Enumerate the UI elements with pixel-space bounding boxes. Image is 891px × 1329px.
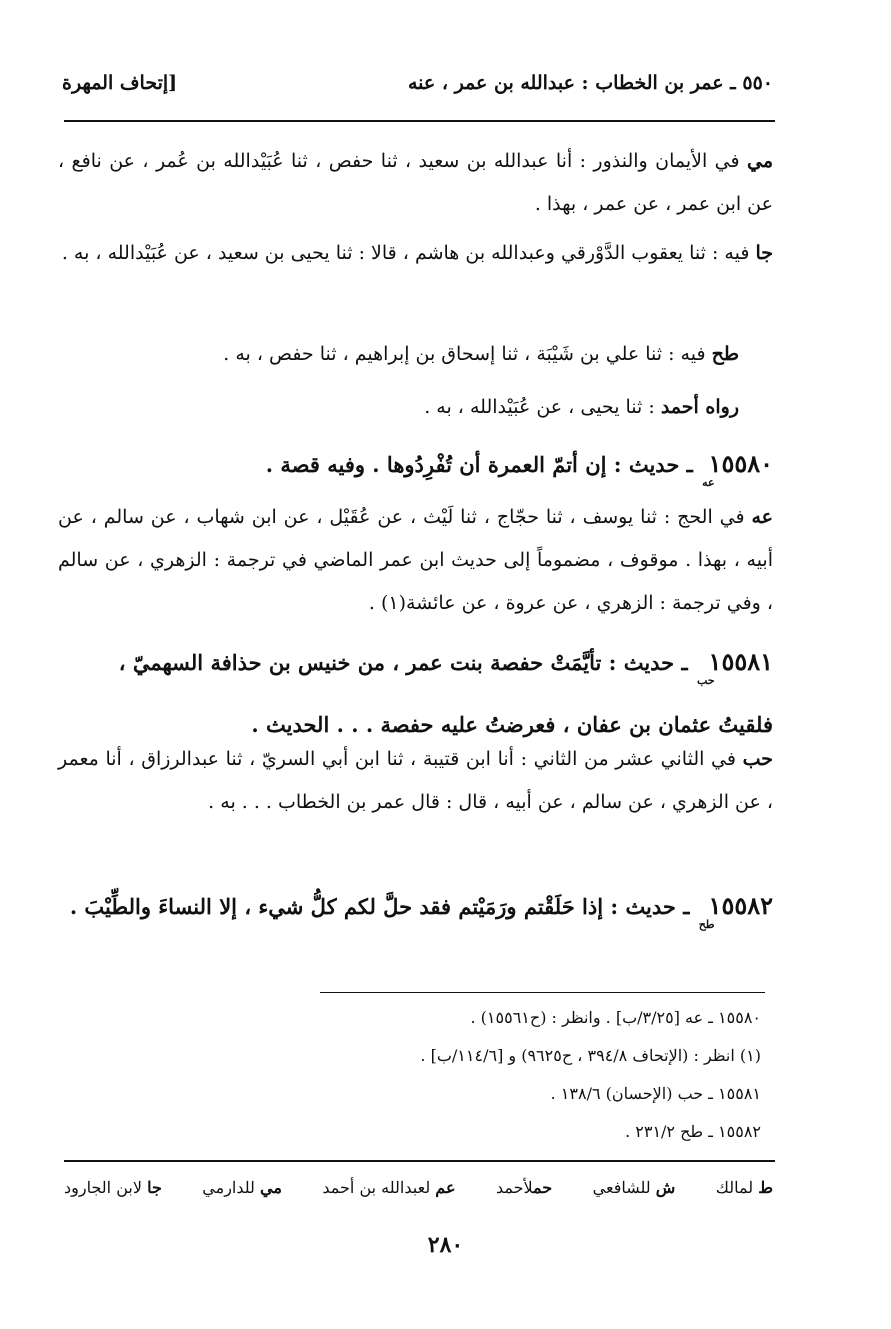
hadith-source-tag: طح	[698, 918, 715, 931]
legend-code: ش	[655, 1178, 676, 1197]
footnote: (١) انظر : (الإتحاف ٣٩٤/٨ ، ح٩٦٢٥) و [١١٤/٦/ب] .	[420, 1046, 761, 1065]
hadith-number: ١٥٥٨٠	[708, 449, 773, 478]
hadith-text: ـ حديث : إذا حَلَقْتم ورَمَيْتم فقد حلَّ لكم كلُّ شيء ، إلا النساءَ والطِّيْبَ .	[69, 894, 697, 919]
footnote: ١٥٥٨١ ـ حب (الإحسان) ١٣٨/٦ .	[550, 1084, 761, 1103]
narration-text: فيه : ثنا يعقوب الدَّوْرقي وعبدالله بن هاشم ، قالا : ثنا يحيى بن سعيد ، عن عُبَيْدالله ، به .	[61, 242, 756, 264]
narration-text: في الأيمان والنذور : أنا عبدالله بن سعيد ، ثنا حفص ، ثنا عُبَيْدالله بن عُمر ، عن نافع ، عن ابن عمر ، عن عمر ، بهذا .	[58, 150, 773, 215]
hadith-text: ـ حديث : إن أتمّ العمرة أن تُفْرِدُوها . وفيه قصة .	[265, 452, 701, 477]
legend-code: عم	[435, 1178, 456, 1197]
legend-rule	[64, 1160, 775, 1162]
legend-item	[496, 1178, 552, 1197]
narration-paragraph	[58, 140, 773, 226]
legend-code: جا	[147, 1178, 162, 1197]
legend-item	[64, 1178, 162, 1197]
narration-paragraph	[58, 738, 773, 824]
hadith-number: ١٥٥٨١	[708, 647, 773, 676]
narration-text: فيه : ثنا علي بن شَيْبَة ، ثنا إسحاق بن إبراهيم ، ثنا حفص ، به .	[223, 343, 712, 365]
narration-text: في الثاني عشر من الثاني : أنا ابن قتيبة ، ثنا ابن أبي السريّ ، ثنا عبدالرزاق ، أنا معمر ، عن الزهري ، عن سالم ، عن أبيه ، قال : قال عمر بن الخطاب . . . به .	[58, 748, 773, 813]
book-title: [إتحاف المهرة	[62, 72, 178, 94]
legend-code: مي	[260, 1178, 282, 1197]
narration-text: : ثنا يحيى ، عن عُبَيْدالله ، به .	[424, 396, 661, 418]
legend-item	[202, 1178, 282, 1197]
hadith-heading	[58, 884, 773, 947]
source-siglum: حب	[742, 748, 773, 770]
legend-item	[716, 1178, 773, 1197]
page-header	[62, 70, 773, 106]
footnote-rule	[320, 992, 765, 993]
legend-label: لابن الجارود	[64, 1178, 142, 1197]
narration-text: في الحج : ثنا يوسف ، ثنا حجّاج ، ثنا لَيْث ، عن عُقَيْل ، عن ابن شهاب ، عن سالم ، عن أبيه ، بهذا . موقوف ، مضموماً إلى حديث ابن عمر الماضي في ترجمة : الزهري ، عن سالم ، وفي ترجمة : الزهري ، عن عروة ، عن عائشة(١) .	[58, 506, 773, 614]
legend-label: لأحمد	[495, 1178, 534, 1197]
source-siglum: رواه أحمد	[660, 396, 739, 418]
abbreviation-legend	[64, 1178, 773, 1197]
hadith-source-tag: حب	[696, 674, 715, 687]
source-siglum: جا	[755, 242, 773, 264]
legend-item	[593, 1178, 676, 1197]
source-siglum: طح	[711, 343, 739, 365]
footnote: ١٥٥٨٢ ـ طح ٢٣١/٢ .	[625, 1122, 761, 1141]
header-rule	[64, 120, 775, 122]
legend-item	[322, 1178, 455, 1197]
narration-paragraph	[58, 386, 739, 429]
hadith-number: ١٥٥٨٢	[708, 891, 773, 920]
hadith-heading	[58, 640, 773, 747]
chapter-title: ٥٥٠ ـ عمر بن الخطاب : عبدالله بن عمر ، عنه	[407, 72, 773, 94]
footnote: ١٥٥٨٠ ـ عه [٣/٢٥/ب] . وانظر : (ح١٥٥٦١) .	[470, 1008, 761, 1027]
source-siglum: عه	[751, 506, 773, 528]
legend-label: للشافعي	[592, 1178, 651, 1197]
legend-label: لمالك	[715, 1178, 754, 1197]
legend-code: ط	[758, 1178, 773, 1197]
narration-paragraph	[58, 333, 739, 376]
narration-paragraph	[58, 496, 773, 625]
hadith-text: ـ حديث : تأيَّمَتْ حفصة بنت عمر ، من خنيس بن حذافة السهميّ ، فلقيتُ عثمان بن عفان ، فعرضتُ عليه حفصة . . . الحديث .	[118, 650, 773, 737]
legend-code: حم	[533, 1178, 553, 1197]
hadith-source-tag: عه	[702, 476, 715, 489]
page-number: ٢٨٠	[427, 1232, 464, 1258]
legend-label: للدارمي	[202, 1178, 255, 1197]
source-siglum: مي	[746, 150, 773, 172]
narration-paragraph	[58, 232, 773, 275]
legend-label: لعبدالله بن أحمد	[322, 1178, 431, 1197]
